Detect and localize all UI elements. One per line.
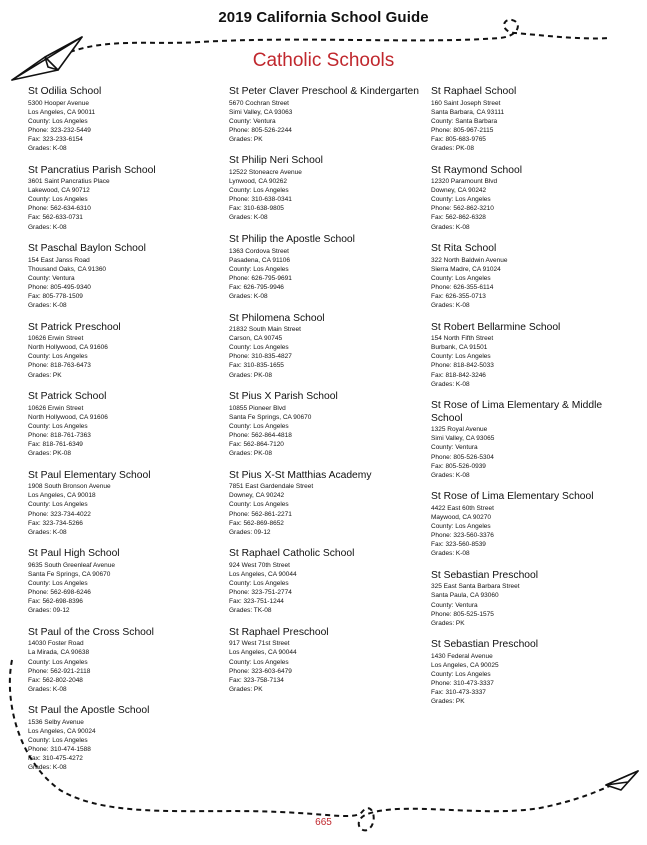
school-detail-line: Fax: 323-758-7134 <box>229 676 284 684</box>
school-detail-line: Phone: 805-526-2244 <box>229 126 292 134</box>
school-detail-line: Grades: PK <box>431 619 465 627</box>
school-detail-line: Grades: PK-08 <box>229 450 272 458</box>
school-name: St Paul the Apostle School <box>28 705 150 717</box>
school-detail-line: 5670 Cochran Street <box>229 99 289 107</box>
school-detail-line: Phone: 323-734-4022 <box>28 510 91 518</box>
school-detail-line: Fax: 310-638-9805 <box>229 205 284 213</box>
school-listing <box>28 243 218 310</box>
school-detail-line: County: Los Angeles <box>431 274 491 282</box>
school-listing <box>431 400 621 480</box>
school-listing <box>431 322 621 389</box>
school-detail-line: Phone: 562-861-2271 <box>229 510 292 518</box>
school-name: St Pancratius Parish School <box>28 164 156 176</box>
school-detail-line: Los Angeles, CA 90018 <box>28 492 96 500</box>
school-listing <box>431 639 621 706</box>
paper-plane-icon <box>606 771 638 790</box>
school-listing <box>431 165 621 232</box>
school-detail-line: County: Los Angeles <box>431 523 491 530</box>
school-name: St Philip the Apostle School <box>229 234 355 246</box>
school-detail-line: Grades: K-08 <box>229 293 268 300</box>
school-detail-line: Carson, CA 90745 <box>229 335 283 343</box>
school-listing <box>28 627 218 694</box>
school-detail-line: Fax: 626-355-0713 <box>431 293 486 300</box>
school-detail-line: County: Los Angeles <box>28 117 88 125</box>
school-name: St Odilia School <box>28 86 102 97</box>
school-listing <box>229 391 419 458</box>
school-listing <box>28 86 218 153</box>
school-detail-line: County: Ventura <box>431 601 478 609</box>
school-detail-line: Downey, CA 90242 <box>229 492 285 500</box>
school-detail-line: Grades: K-08 <box>28 764 67 772</box>
school-detail-line: Maywood, CA 90270 <box>431 513 491 521</box>
school-detail-line: 4422 East 60th Street <box>431 504 494 512</box>
school-detail-line: Phone: 805-967-2115 <box>431 126 494 134</box>
school-listing <box>229 313 419 380</box>
school-detail-line: County: Los Angeles <box>28 353 88 361</box>
school-name: St Philip Neri School <box>229 155 323 167</box>
school-detail-line: County: Los Angeles <box>229 501 289 509</box>
school-detail-line: County: Los Angeles <box>229 187 289 195</box>
school-detail-line: North Hollywood, CA 91606 <box>28 344 108 352</box>
school-detail-line: Phone: 323-751-2774 <box>229 589 292 597</box>
school-listing <box>229 627 419 694</box>
school-detail-line: 9635 South Greenleaf Avenue <box>28 561 115 569</box>
school-detail-line: County: Los Angeles <box>28 737 88 745</box>
school-detail-line: Fax: 323-560-8539 <box>431 541 486 549</box>
school-detail-line: County: Los Angeles <box>28 658 88 666</box>
school-detail-line: Santa Fe Springs, CA 90670 <box>229 413 312 421</box>
school-detail-line: Fax: 805-683-9765 <box>431 135 486 143</box>
school-detail-line: County: Los Angeles <box>28 422 88 430</box>
school-detail-line: Grades: K-08 <box>431 302 470 310</box>
school-detail-line: Grades: K-08 <box>28 144 67 152</box>
school-detail-line: Grades: PK-08 <box>229 371 272 379</box>
school-detail-line: 12320 Paramount Blvd <box>431 178 498 186</box>
school-name: St Paul Elementary School <box>28 469 151 481</box>
school-detail-line: Lakewood, CA 90712 <box>28 187 90 195</box>
school-detail-line: Fax: 562-864-7120 <box>229 441 284 449</box>
school-detail-line: 1908 South Bronson Avenue <box>28 483 111 491</box>
school-name: St Paschal Baylon School <box>28 243 146 255</box>
school-detail-line: Phone: 626-355-6114 <box>431 283 494 291</box>
school-detail-line: Fax: 562-633-0731 <box>28 214 83 222</box>
school-detail-line: County: Los Angeles <box>229 422 289 430</box>
school-detail-line: County: Los Angeles <box>28 501 88 509</box>
school-detail-line: Grades: PK-08 <box>431 144 474 152</box>
school-listing <box>431 570 621 628</box>
school-detail-line: Fax: 310-475-4272 <box>28 755 83 763</box>
school-detail-line: Grades: 09-12 <box>229 528 271 536</box>
school-detail-line: Fax: 626-795-9946 <box>229 283 284 291</box>
school-detail-line: Fax: 818-761-6349 <box>28 441 83 449</box>
school-detail-line: Fax: 310-473-3337 <box>431 689 486 697</box>
school-detail-line: Santa Paula, CA 93060 <box>431 592 499 600</box>
school-detail-line: Los Angeles, CA 90011 <box>28 108 96 116</box>
school-listing <box>28 470 218 537</box>
school-name: St Peter Claver Preschool & Kindergarten <box>229 86 420 97</box>
school-detail-line: Phone: 562-864-4818 <box>229 431 292 439</box>
school-detail-line: 12522 Stoneacre Avenue <box>229 168 302 176</box>
school-listing <box>229 234 419 301</box>
school-name: St Raphael Catholic School <box>229 548 355 560</box>
school-detail-line: Fax: 323-734-5266 <box>28 519 83 527</box>
school-detail-line: Fax: 562-802-2048 <box>28 676 83 684</box>
school-listing <box>28 322 218 380</box>
school-detail-line: Grades: K-08 <box>28 685 67 693</box>
school-detail-line: Fax: 805-778-1509 <box>28 293 83 300</box>
school-detail-line: Grades: PK <box>28 371 62 379</box>
school-detail-line: Grades: K-08 <box>28 302 67 310</box>
page-number: 665 <box>315 817 332 828</box>
school-detail-line: 322 North Baldwin Avenue <box>431 256 508 264</box>
school-detail-line: Phone: 562-634-6310 <box>28 205 91 213</box>
school-detail-line: Lynwood, CA 90262 <box>229 178 287 186</box>
school-name: St Robert Bellarmine School <box>431 321 561 333</box>
school-name: St Rose of Lima Elementary School <box>431 491 594 503</box>
school-detail-line: Fax: 562-698-8396 <box>28 598 83 606</box>
school-detail-line: 21832 South Main Street <box>229 326 301 334</box>
school-column-2 <box>229 86 419 705</box>
school-detail-line: 917 West 71st Street <box>229 640 290 648</box>
school-detail-line: 325 East Santa Barbara Street <box>431 583 520 591</box>
school-detail-line: 154 North Fifth Street <box>431 335 494 343</box>
school-detail-line: County: Ventura <box>431 444 478 452</box>
school-name: St Rose of Lima Elementary & Middle School <box>431 400 603 424</box>
school-detail-line: Fax: 323-751-1244 <box>229 598 284 606</box>
school-detail-line: Phone: 323-603-6479 <box>229 667 292 675</box>
school-detail-line: Phone: 310-473-3337 <box>431 680 494 688</box>
school-listing <box>229 155 419 222</box>
school-name: St Patrick School <box>28 391 107 403</box>
school-detail-line: Grades: K-08 <box>431 380 470 388</box>
school-name: St Rita School <box>431 243 497 255</box>
school-detail-line: Grades: K-08 <box>431 550 470 558</box>
school-detail-line: 1325 Royal Avenue <box>431 426 488 434</box>
school-detail-line: Phone: 562-698-6246 <box>28 589 91 597</box>
school-name: St Raphael Preschool <box>229 626 329 638</box>
school-listing <box>229 548 419 615</box>
school-detail-line: Pasadena, CA 91106 <box>229 256 290 264</box>
school-detail-line: Phone: 310-835-4827 <box>229 353 292 361</box>
school-detail-line: North Hollywood, CA 91606 <box>28 413 108 421</box>
school-detail-line: Grades: K-08 <box>28 528 67 536</box>
school-name: St Paul of the Cross School <box>28 626 154 638</box>
school-detail-line: County: Los Angeles <box>431 196 491 204</box>
school-name: St Raphael School <box>431 86 517 97</box>
guide-title: 2019 California School Guide <box>218 9 429 26</box>
school-detail-line: Fax: 310-835-1655 <box>229 362 284 370</box>
school-detail-line: Phone: 818-842-5033 <box>431 362 494 370</box>
school-detail-line: Phone: 310-474-1588 <box>28 746 91 754</box>
school-detail-line: County: Los Angeles <box>431 671 491 679</box>
school-detail-line: 924 West 70th Street <box>229 561 290 569</box>
school-listing <box>431 86 621 153</box>
school-detail-line: 10855 Pioneer Blvd <box>229 404 286 412</box>
school-detail-line: Grades: TK-08 <box>229 607 272 615</box>
school-detail-line: Phone: 310-638-0341 <box>229 196 292 204</box>
school-column-1 <box>28 86 218 784</box>
school-detail-line: County: Santa Barbara <box>431 117 498 125</box>
school-detail-line: Simi Valley, CA 93063 <box>229 108 293 116</box>
school-detail-line: Downey, CA 90242 <box>431 187 487 195</box>
school-column-3 <box>431 86 621 718</box>
school-detail-line: County: Los Angeles <box>28 579 88 587</box>
school-name: St Paul High School <box>28 548 120 560</box>
school-detail-line: Santa Fe Springs, CA 90670 <box>28 570 111 578</box>
school-detail-line: Los Angeles, CA 90025 <box>431 661 499 669</box>
section-title: Catholic Schools <box>252 50 395 71</box>
school-detail-line: 10626 Erwin Street <box>28 335 84 343</box>
school-detail-line: Simi Valley, CA 93065 <box>431 435 495 443</box>
school-detail-line: Thousand Oaks, CA 91360 <box>28 265 107 273</box>
school-listing <box>28 391 218 458</box>
school-detail-line: 154 East Janss Road <box>28 256 90 264</box>
school-detail-line: 7851 East Gardendale Street <box>229 483 314 491</box>
school-detail-line: County: Ventura <box>229 117 276 125</box>
school-listing <box>431 491 621 558</box>
school-detail-line: Grades: PK <box>431 698 465 706</box>
school-detail-line: Phone: 805-495-9340 <box>28 283 91 291</box>
school-detail-line: 3601 Saint Pancratius Place <box>28 178 110 186</box>
school-detail-line: Fax: 323-233-6154 <box>28 135 83 143</box>
school-detail-line: La Mirada, CA 90638 <box>28 649 90 657</box>
school-detail-line: Fax: 562-869-8652 <box>229 519 284 527</box>
school-name: St Patrick Preschool <box>28 321 121 333</box>
school-detail-line: Phone: 818-763-6473 <box>28 362 91 370</box>
school-detail-line: County: Los Angeles <box>229 658 289 666</box>
school-detail-line: Grades: 09-12 <box>28 607 70 615</box>
school-detail-line: Phone: 805-526-5304 <box>431 453 494 461</box>
school-listing <box>431 243 621 310</box>
school-detail-line: Grades: K-08 <box>431 223 470 231</box>
school-name: St Pius X Parish School <box>229 391 338 403</box>
school-detail-line: 1363 Cordova Street <box>229 247 289 255</box>
school-detail-line: Fax: 562-862-6328 <box>431 214 486 222</box>
school-detail-line: Phone: 818-761-7363 <box>28 431 91 439</box>
school-detail-line: County: Los Angeles <box>431 353 491 361</box>
school-detail-line: Santa Barbara, CA 93111 <box>431 108 505 116</box>
school-detail-line: County: Los Angeles <box>229 265 289 273</box>
school-name: St Philomena School <box>229 312 325 324</box>
school-detail-line: Los Angeles, CA 90024 <box>28 728 96 735</box>
school-detail-line: County: Los Angeles <box>229 579 289 587</box>
school-detail-line: Fax: 805-526-0939 <box>431 462 486 470</box>
school-detail-line: 160 Saint Joseph Street <box>431 99 501 107</box>
school-detail-line: 1536 Selby Avenue <box>28 718 84 726</box>
school-name: St Pius X-St Matthias Academy <box>229 469 372 481</box>
school-detail-line: Grades: PK-08 <box>28 450 71 458</box>
school-detail-line: 14030 Foster Road <box>28 640 84 648</box>
school-detail-line: Sierra Madre, CA 91024 <box>431 265 501 273</box>
school-listing <box>28 705 218 772</box>
school-detail-line: Phone: 805-525-1575 <box>431 610 494 618</box>
school-detail-line: Phone: 323-232-5449 <box>28 126 91 134</box>
school-detail-line: 10626 Erwin Street <box>28 404 84 412</box>
school-listing <box>229 470 419 537</box>
school-detail-line: Phone: 626-795-9691 <box>229 274 292 282</box>
school-detail-line: Los Angeles, CA 90044 <box>229 570 297 578</box>
school-listing <box>28 548 218 615</box>
school-detail-line: County: Los Angeles <box>229 344 289 352</box>
school-name: St Sebastian Preschool <box>431 639 539 651</box>
school-detail-line: Phone: 562-921-2118 <box>28 667 91 675</box>
school-detail-line: County: Los Angeles <box>28 196 88 204</box>
school-detail-line: 1430 Federal Avenue <box>431 652 493 660</box>
school-detail-line: County: Ventura <box>28 274 75 282</box>
school-listing <box>28 165 218 232</box>
school-detail-line: Grades: K-08 <box>431 471 470 479</box>
school-detail-line: Los Angeles, CA 90044 <box>229 649 297 657</box>
school-detail-line: Grades: PK <box>229 685 263 693</box>
school-name: St Sebastian Preschool <box>431 569 539 581</box>
school-detail-line: Grades: K-08 <box>28 223 67 231</box>
school-detail-line: Phone: 562-862-3210 <box>431 205 494 213</box>
school-detail-line: Phone: 323-560-3376 <box>431 532 494 540</box>
school-detail-line: Burbank, CA 91501 <box>431 344 488 352</box>
school-detail-line: Grades: K-08 <box>229 214 268 222</box>
school-name: St Raymond School <box>431 164 523 176</box>
school-detail-line: 5300 Hooper Avenue <box>28 99 89 107</box>
school-listing <box>229 86 419 144</box>
school-detail-line: Fax: 818-842-3246 <box>431 371 486 379</box>
school-detail-line: Grades: PK <box>229 135 263 143</box>
